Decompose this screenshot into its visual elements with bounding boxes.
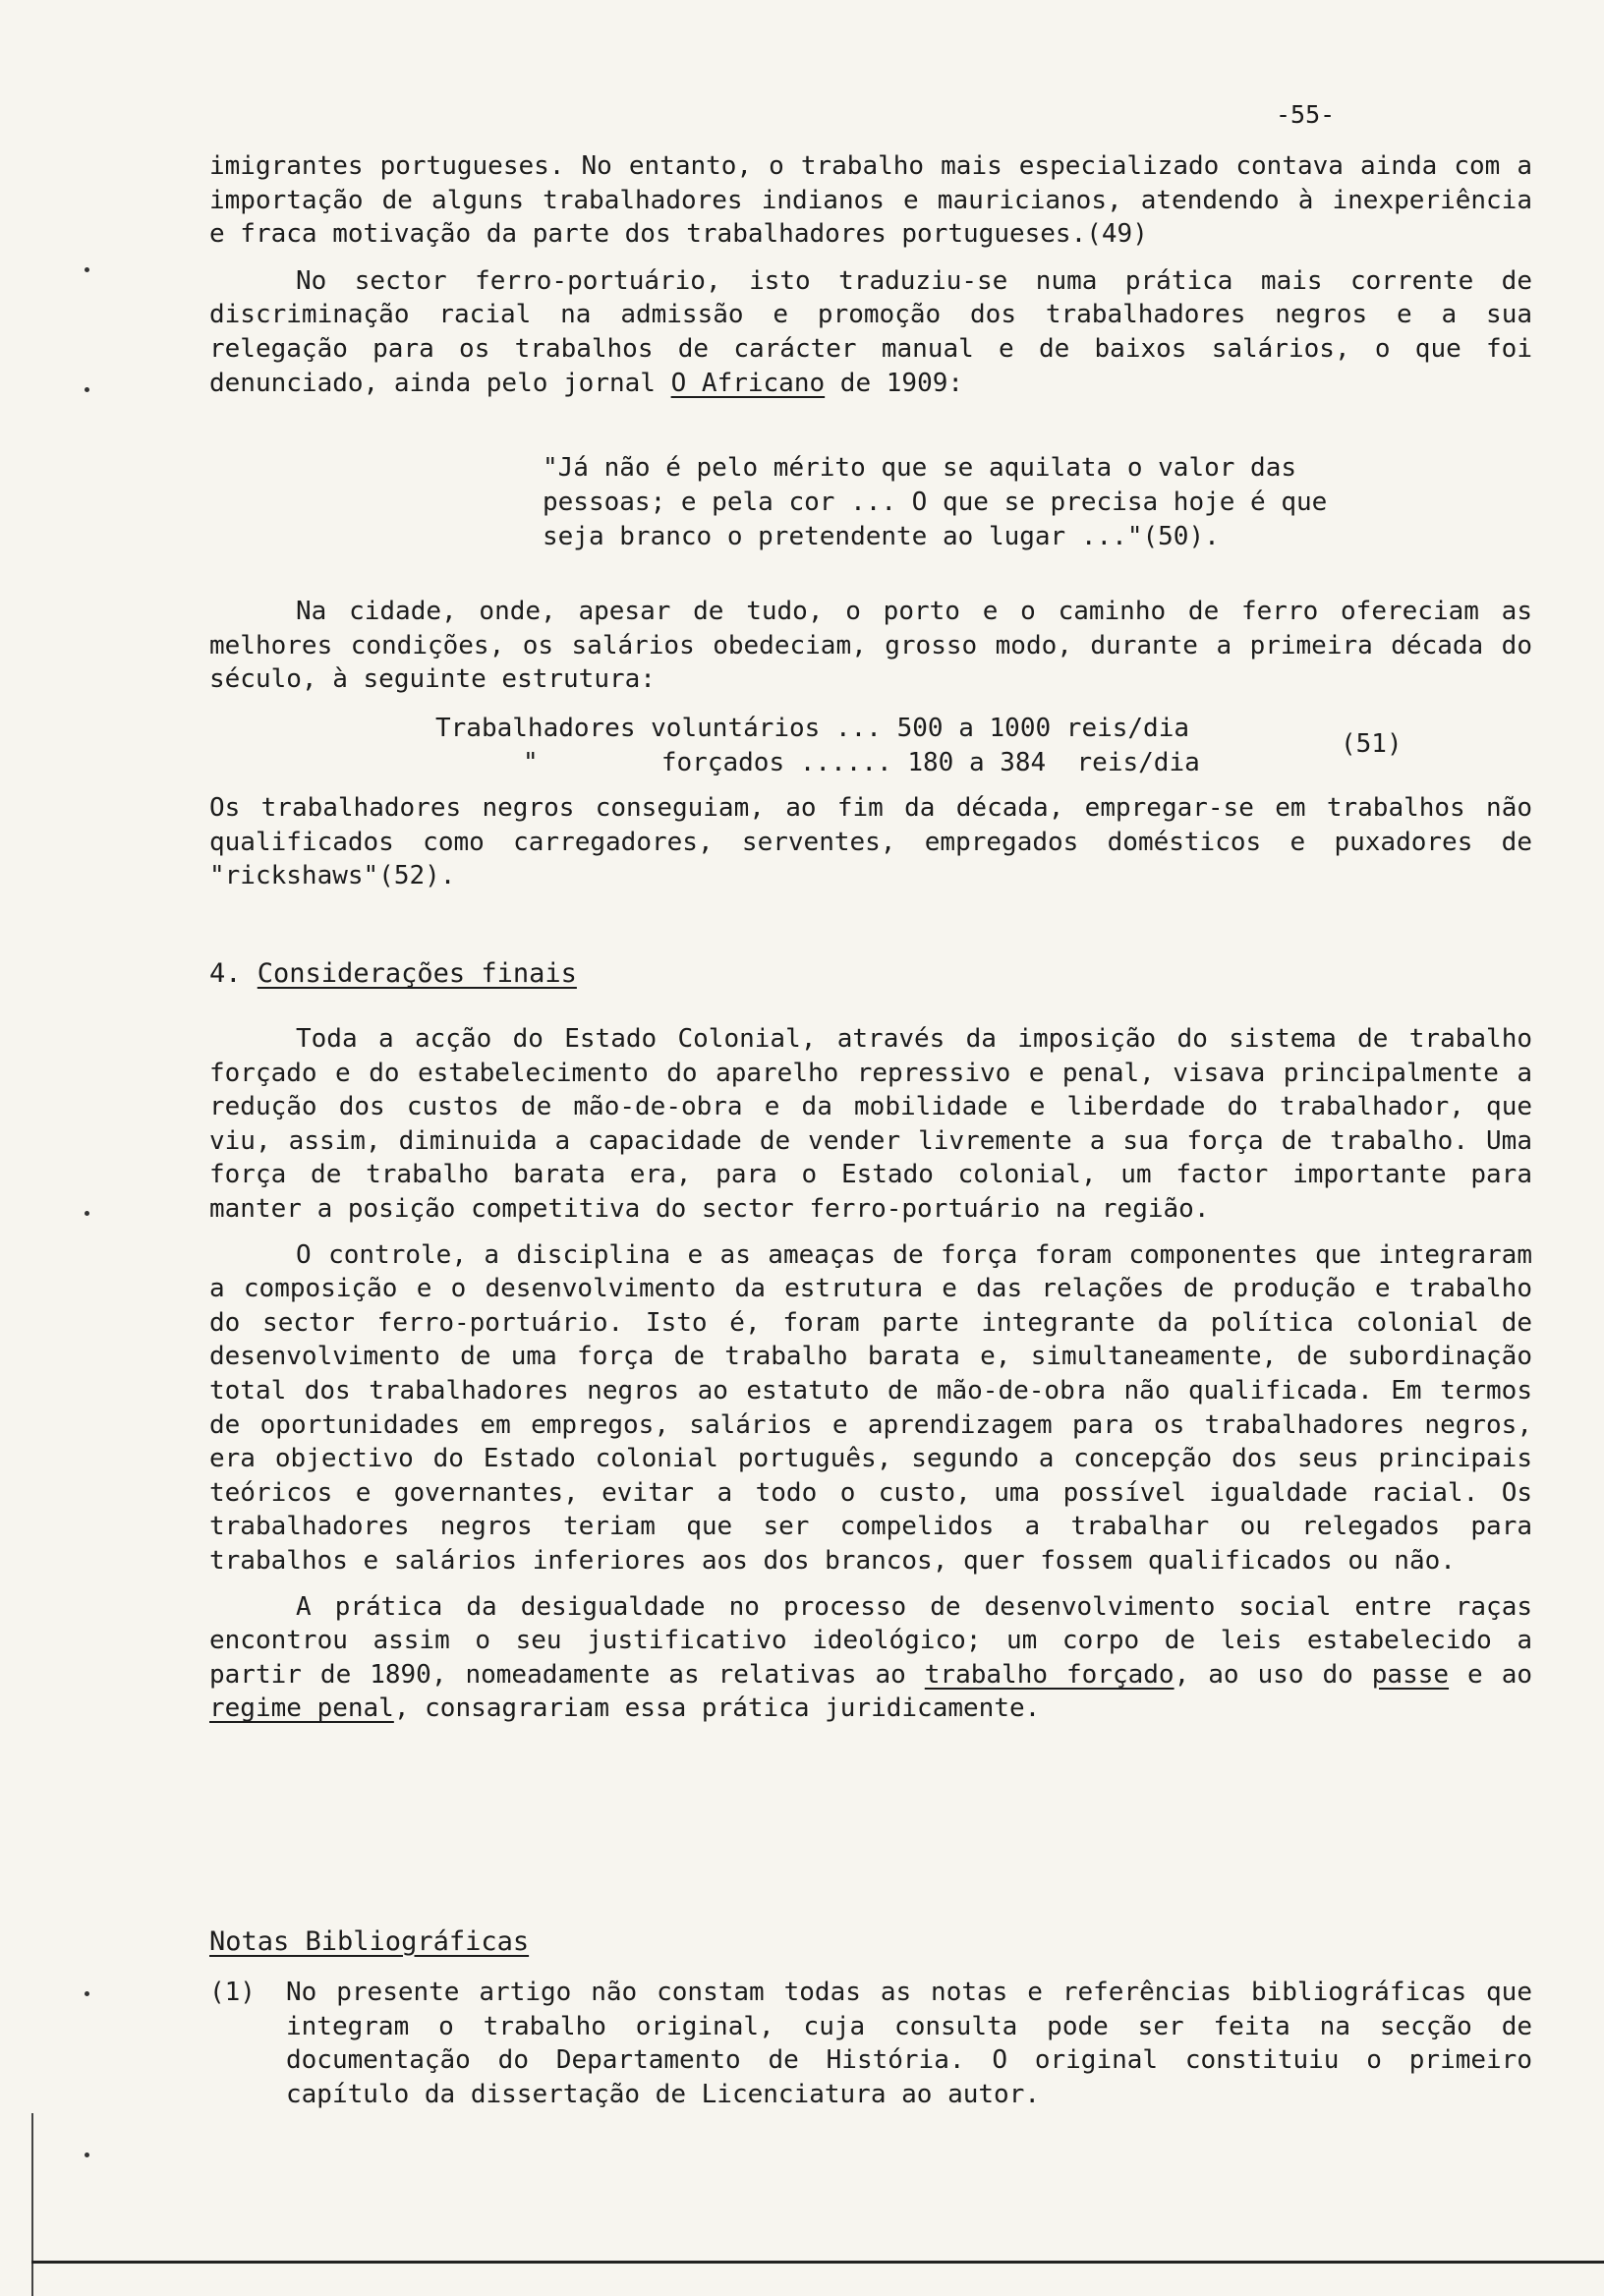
note-item: [209, 1976, 1532, 2111]
text-block-wages-intro: [209, 595, 1532, 697]
wage-reference: (51): [1341, 729, 1403, 759]
margin-hole-mark: [85, 387, 89, 392]
wage-row-forced: " forçados ...... 180 a 384 reis/dia: [523, 748, 1200, 777]
paragraph-4: Os trabalhadores negros conseguiam, ao fim da década, empregar-se em trabalhos não qualificados como carregadores, serventes, empregados domésticos e puxadores de "rickshaws"(52).: [209, 793, 1532, 891]
paragraph-6: O controle, a disciplina e as ameaças de força foram componentes que integraram a composição e o desenvolvimento da estrutura e das relações de produção e trabalho do sector ferro-portuário. Isto é, foram parte integrante da política colonial de desenvolvimento de uma força de trabalho barata e, simultaneamente, de subordinação total dos trabalhadores negros ao estatuto de mão-de-obra não qualificada. Em termos de oportunidades em empregos, salários e aprendizagem para os trabalhadores negros, era objectivo do Estado colonial português, segundo a concepção dos seus principais teóricos e governantes, evitar a todo o custo, uma possível igualdade racial. Os trabalhadores negros teriam que ser compelidos a trabalhar ou relegados para trabalhos e salários inferiores aos dos brancos, quer fossem qualificados ou não.: [209, 1239, 1532, 1576]
term-pass: passe: [1371, 1659, 1450, 1690]
paragraph-7-end: , consagrariam essa prática juridicamente.: [393, 1693, 1041, 1724]
paragraph-2: [209, 264, 1532, 400]
text-block-conclusions: [209, 1022, 1532, 1726]
section-number: 4.: [209, 958, 242, 989]
text-block-workers: [209, 791, 1532, 893]
paragraph-7: [209, 1590, 1532, 1726]
wage-row-voluntary: Trabalhadores voluntários ... 500 a 1000 reis/dia: [435, 714, 1190, 743]
text-block-top: [209, 149, 1532, 400]
paragraph-1: imigrantes portugueses. No entanto, o trabalho mais especializado contava ainda com a importação de alguns trabalhadores indianos e mauricianos, atendendo à inexperiência e fraca motivação da parte dos trabalhadores portugueses.(49): [209, 151, 1532, 250]
paragraph-7-mid1: , ao uso do: [1174, 1659, 1372, 1690]
margin-hole-mark: [85, 2152, 89, 2157]
note-number: (1): [209, 1978, 256, 2007]
page-number: -55-: [1276, 100, 1336, 129]
paragraph-5: Toda a acção do Estado Colonial, através da imposição do sistema de trabalho forçado e do estabelecimento do aparelho repressivo e penal, visava principalmente a redução dos custos de mão-de-obra e da mobilidade e liberdade do trabalhador, que viu, assim, diminuida a capacidade de vender livremente a sua força de trabalho. Uma força de trabalho barata era, para o Estado colonial, um factor importante para manter a posição competitiva do sector ferro-portuário na região.: [209, 1024, 1532, 1224]
margin-hole-mark: [85, 1991, 89, 1996]
paragraph-3: Na cidade, onde, apesar de tudo, o porto e o caminho de ferro ofereciam as melhores condições, os salários obedeciam, grosso modo, durante a primeira década do século, à seguinte estrutura:: [209, 597, 1532, 695]
term-forced-labour: trabalho forçado: [924, 1659, 1174, 1690]
term-penal-regime: regime penal: [209, 1693, 394, 1724]
margin-hole-mark: [85, 267, 89, 272]
block-quote: "Já não é pelo mérito que se aquilata o valor das pessoas; e pela cor ... O que se precisa hoje é que seja branco o pretendente ao lugar ..."(50).: [543, 453, 1328, 551]
paragraph-7-text: A prática da desigualdade no processo de desenvolvimento social entre raças encontrou assim o seu justificativo ideológico; um corpo de leis estabelecido a partir de 1890, nomeadamente as relativas ao: [209, 1591, 1532, 1690]
note-text: No presente artigo não constam todas as notas e referências bibliográficas que integram o trabalho original, cuja consulta pode ser feita na secção de documentação do Departamento de História. O original constituiu o primeiro capítulo da dissertação de Licenciatura ao autor.: [286, 1978, 1532, 2109]
notes-heading-text: Notas Bibliográficas: [209, 1926, 530, 1957]
margin-rule: [31, 2113, 33, 2296]
journal-title: O Africano: [670, 368, 826, 398]
paragraph-7-mid2: e ao: [1449, 1659, 1533, 1690]
paragraph-2-text: No sector ferro-portuário, isto traduziu-se numa prática mais corrente de discriminação racial na admissão e promoção dos trabalhadores negros e a sua relegação para os trabalhos de carácter manual e de baixos salários, o que foi denunciado, ainda pelo jornal: [209, 265, 1532, 398]
notes-heading: [209, 1926, 529, 1957]
paragraph-2-end: de 1909:: [825, 368, 964, 398]
section-title: Considerações finais: [257, 958, 577, 989]
margin-hole-mark: [85, 1211, 89, 1216]
section-heading: [209, 958, 577, 989]
bottom-rule: [31, 2261, 1604, 2264]
